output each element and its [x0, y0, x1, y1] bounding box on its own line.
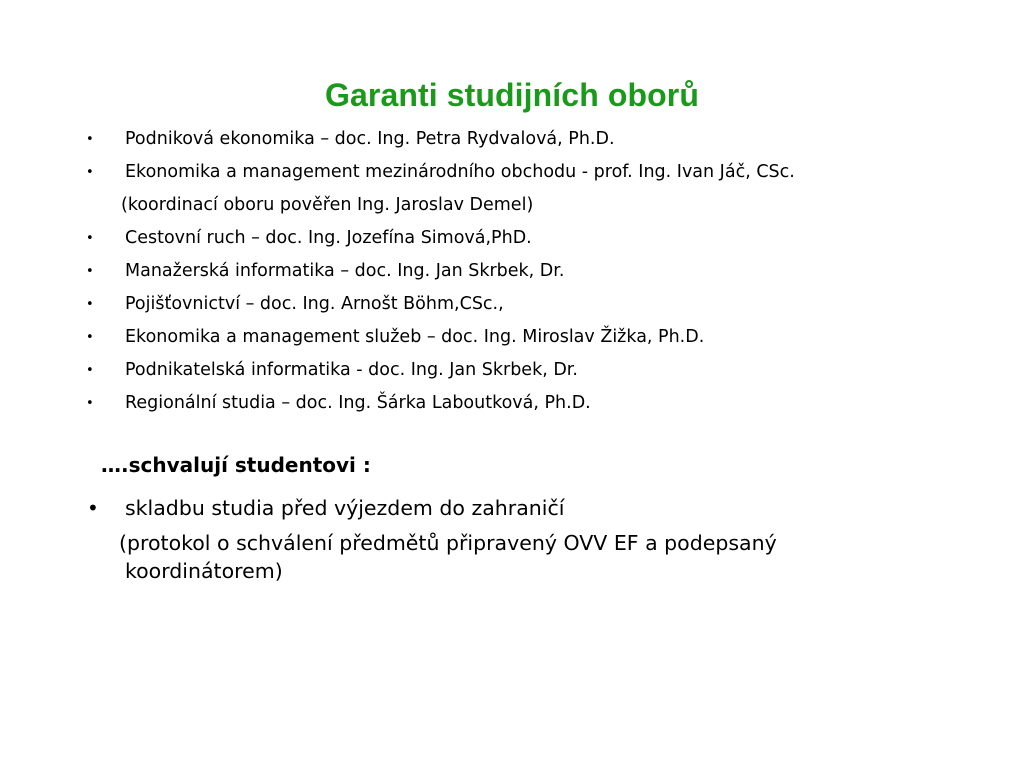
list-item — [0, 123, 1024, 156]
bullet-icon: • — [86, 132, 94, 147]
guarantors-list — [0, 123, 1024, 420]
coordinator-note: (koordinací oboru pověřen Ing. Jaroslav Demel) — [121, 195, 534, 215]
list-item — [0, 288, 1024, 321]
slide-title: Garanti studijních oborů — [325, 77, 699, 113]
list-item — [0, 354, 1024, 387]
bullet-icon: • — [86, 231, 94, 246]
bullet-icon: • — [86, 297, 94, 312]
approval-item: skladbu studia před výjezdem do zahraničí — [125, 496, 565, 520]
programme-guarantor: Podnikatelská informatika - doc. Ing. Jan Skrbek, Dr. — [125, 360, 578, 380]
bullet-icon: • — [86, 396, 94, 411]
programme-guarantor: Regionální studia – doc. Ing. Šárka Laboutková, Ph.D. — [125, 393, 591, 413]
bullet-icon: • — [86, 165, 94, 180]
list-item — [0, 387, 1024, 420]
programme-guarantor: Ekonomika a management služeb – doc. Ing. Miroslav Žižka, Ph.D. — [125, 327, 705, 347]
approval-note-line: koordinátorem) — [125, 559, 283, 583]
bullet-icon: • — [86, 330, 94, 345]
bullet-icon: • — [87, 496, 99, 520]
approval-subheading: ….schvalují studentovi : — [101, 453, 371, 477]
list-item — [0, 156, 1024, 189]
list-item — [0, 321, 1024, 354]
approval-note-line: (protokol o schválení předmětů připravený OVV EF a podepsaný — [119, 531, 777, 555]
list-item-note — [0, 189, 1024, 222]
approvals-list — [0, 491, 1024, 583]
bullet-icon: • — [86, 363, 94, 378]
bullet-icon: • — [86, 264, 94, 279]
list-item — [0, 222, 1024, 255]
approval-note — [119, 529, 879, 585]
programme-guarantor: Manažerská informatika – doc. Ing. Jan Skrbek, Dr. — [125, 261, 565, 281]
list-item — [0, 491, 1024, 583]
programme-guarantor: Podniková ekonomika – doc. Ing. Petra Rydvalová, Ph.D. — [125, 129, 615, 149]
programme-guarantor: Pojišťovnictví – doc. Ing. Arnošt Böhm,CSc., — [125, 294, 504, 314]
programme-guarantor: Ekonomika a management mezinárodního obchodu - prof. Ing. Ivan Jáč, CSc. — [125, 162, 795, 182]
programme-guarantor: Cestovní ruch – doc. Ing. Jozefína Simová,PhD. — [125, 228, 532, 248]
list-item — [0, 255, 1024, 288]
